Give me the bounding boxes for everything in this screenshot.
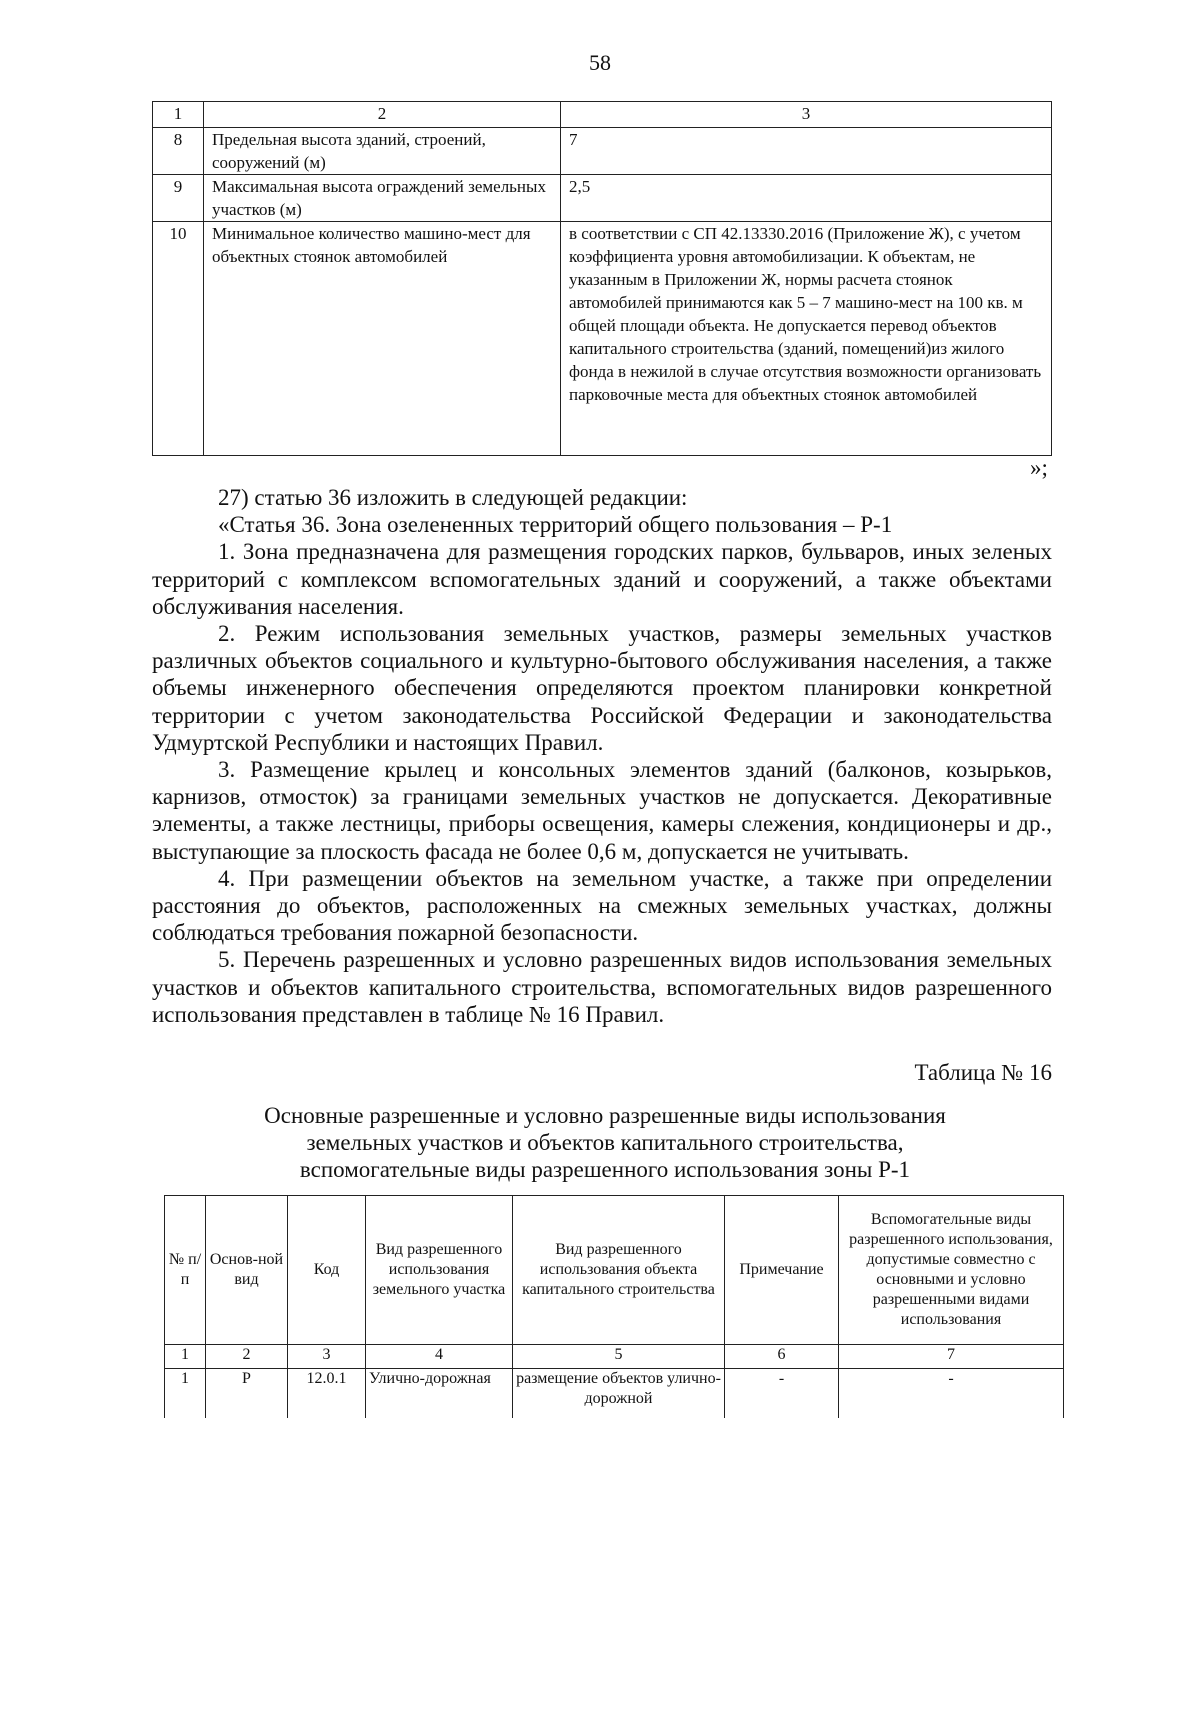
table-header-row <box>153 102 1052 128</box>
header-cell: 3 <box>561 102 1052 128</box>
row-number: 8 <box>153 128 204 175</box>
caption-line: земельных участков и объектов капитального строительства, <box>306 1130 904 1155</box>
header-cell: № п/п <box>165 1196 206 1345</box>
table-header-row <box>165 1196 1064 1345</box>
table-row <box>153 222 1052 456</box>
paragraph: 4. При размещении объектов на земельном участке, а также при определении расстояния до объектов, расположенных на смежных земельных участках, должны соблюдаться требования пожарной безопасности. <box>152 865 1052 946</box>
caption-line: Основные разрешенные и условно разрешенные виды использования <box>264 1103 946 1128</box>
column-number: 2 <box>206 1345 288 1369</box>
parameter-value: в соответствии с СП 42.13330.2016 (Приложение Ж), с учетом коэффициента уровня автомобилизации. К объектам, не указанным в Приложении Ж, нормы расчета стоянок автомобилей принимаются как 5 – 7 машино-мест на 100 кв. м общей площади объекта. Не допускается перевод объектов капитального строительства (зданий, помещений)из жилого фонда в нежилой в случае отсутствия возможности организовать парковочные места для объектных стоянок автомобилей <box>561 222 1052 456</box>
parameter-value: 7 <box>561 128 1052 175</box>
header-cell: Вспомогательные виды разрешенного использования, допустимые совместно с основными и условно разрешенными видами использования <box>839 1196 1064 1345</box>
caption-line: вспомогательные виды разрешенного использования зоны Р-1 <box>299 1157 911 1182</box>
paragraph: «Статья 36. Зона озелененных территорий общего пользования – Р-1 <box>218 512 893 538</box>
paragraph: 3. Размещение крылец и консольных элементов зданий (балконов, козырьков, карнизов, отмосток) за границами земельных участков не допускается. Декоративные элементы, а также лестницы, приборы освещения, камеры слежения, кондиционеры и др., выступающие за плоскость фасада не более 0,6 м, допускается не учитывать. <box>152 757 1052 864</box>
header-cell: Примечание <box>725 1196 839 1345</box>
cell: размещение объектов улично-дорожной <box>513 1369 725 1429</box>
column-number: 3 <box>288 1345 366 1369</box>
paragraph: 2. Режим использования земельных участков, размеры земельных участков различных объектов социального и культурно-бытового обслуживания населения, а также объемы инженерного обеспечения определяются проектом планировки конкретной территории с учетом законодательства Российской Федерации и законодательства Удмуртской Республики и настоящих Правил. <box>152 621 1052 755</box>
paragraph: 27) статью 36 изложить в следующей редакции: <box>218 485 688 510</box>
column-number-row <box>165 1345 1064 1369</box>
table-row <box>153 175 1052 222</box>
parameter-value: 2,5 <box>561 175 1052 222</box>
cell: - <box>839 1369 1064 1429</box>
cell: - <box>725 1369 839 1429</box>
cell: 12.0.1 <box>288 1369 366 1429</box>
table-label: Таблица № 16 <box>914 1060 1052 1085</box>
header-cell: Вид разрешенного использования земельного участка <box>366 1196 513 1345</box>
table-row <box>153 128 1052 175</box>
page-bottom-margin <box>0 1418 1200 1718</box>
body-text <box>152 484 1052 1028</box>
parameter-name: Максимальная высота ограждений земельных участков (м) <box>204 175 561 222</box>
closing-quote: »; <box>1030 455 1048 480</box>
paragraph: 1. Зона предназначена для размещения городских парков, бульваров, иных зеленых территорий с комплексом вспомогательных зданий и сооружений, а также объектами обслуживания населения. <box>152 539 1052 619</box>
column-number: 7 <box>839 1345 1064 1369</box>
parameter-name: Предельная высота зданий, строений, сооружений (м) <box>204 128 561 175</box>
column-number: 4 <box>366 1345 513 1369</box>
paragraph: 5. Перечень разрешенных и условно разрешенных видов использования земельных участков и объектов капитального строительства, вспомогательных видов разрешенного использования представлен в таблице № 16 Правил. <box>152 947 1052 1027</box>
parameters-table <box>152 101 1052 456</box>
zone-uses-table <box>164 1195 1064 1429</box>
header-cell: Вид разрешенного использования объекта капитального строительства <box>513 1196 725 1345</box>
parameter-name: Минимальное количество машино-мест для объектных стоянок автомобилей <box>204 222 561 456</box>
header-cell: Код <box>288 1196 366 1345</box>
page-number: 58 <box>589 50 611 75</box>
header-cell: Основ-ной вид <box>206 1196 288 1345</box>
header-cell: 2 <box>204 102 561 128</box>
table-caption <box>152 1102 1058 1183</box>
column-number: 6 <box>725 1345 839 1369</box>
header-cell: 1 <box>153 102 204 128</box>
cell: Р <box>206 1369 288 1429</box>
row-number: 10 <box>153 222 204 456</box>
column-number: 5 <box>513 1345 725 1369</box>
cell: 1 <box>165 1369 206 1429</box>
row-number: 9 <box>153 175 204 222</box>
column-number: 1 <box>165 1345 206 1369</box>
cell: Улично-дорожная <box>366 1369 513 1429</box>
